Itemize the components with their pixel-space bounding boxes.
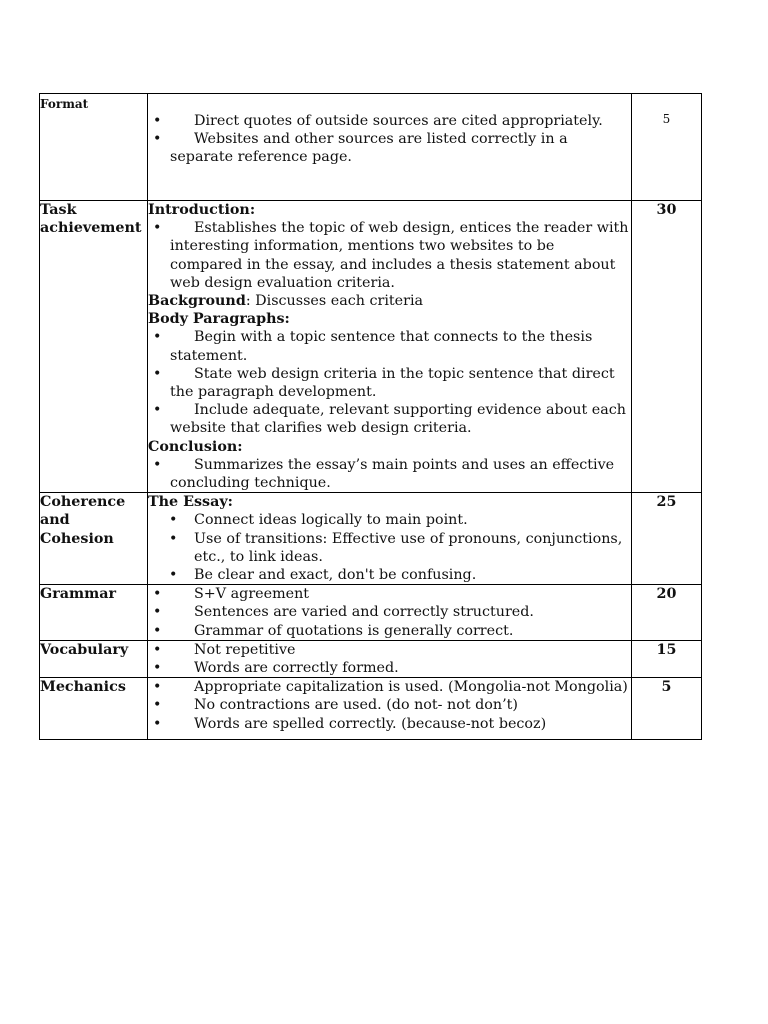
rubric-row-task-achievement bbox=[40, 201, 702, 493]
bullet-icon: • bbox=[153, 622, 162, 639]
score-cell: 25 bbox=[632, 493, 702, 585]
list-item: • Words are spelled correctly. (because-not becoz) bbox=[153, 715, 547, 732]
bullet-icon: • bbox=[153, 641, 162, 658]
description-cell bbox=[148, 678, 632, 740]
bullet-icon: • bbox=[153, 679, 162, 696]
list-item: • Establishes the topic of web design, entices the reader with interesting information, mentions two websites to be compared in the essay, and includes a thesis statement about web design evaluation criteria. bbox=[153, 220, 629, 291]
rubric-table bbox=[39, 93, 702, 740]
description-cell bbox=[148, 94, 632, 201]
list-item: • Use of transitions: Effective use of pronouns, conjunctions, etc., to link ideas. bbox=[169, 530, 623, 565]
bullet-icon: • bbox=[169, 567, 178, 584]
list-item: • Begin with a topic sentence that connects to the thesis statement. bbox=[153, 329, 593, 364]
list-item: • Appropriate capitalization is used. (Mongolia-not Mongolia) bbox=[153, 679, 628, 696]
bullet-icon: • bbox=[153, 456, 162, 473]
bullet-icon: • bbox=[153, 365, 162, 382]
list-item: • Grammar of quotations is generally correct. bbox=[153, 622, 514, 639]
rubric-row-mechanics bbox=[40, 678, 702, 740]
score-cell: 5 bbox=[632, 678, 702, 740]
list-item: • Sentences are varied and correctly structured. bbox=[153, 604, 534, 621]
bullet-icon: • bbox=[153, 697, 162, 714]
section-heading: Background bbox=[148, 293, 246, 310]
bullet-icon: • bbox=[153, 131, 162, 148]
bullet-icon: • bbox=[153, 660, 162, 677]
section-line bbox=[148, 292, 631, 310]
list-item: • Connect ideas logically to main point. bbox=[169, 512, 468, 529]
criterion-cell: Vocabulary bbox=[40, 640, 148, 677]
list-item: • S+V agreement bbox=[153, 586, 310, 603]
list-item: • Not repetitive bbox=[153, 641, 296, 658]
description-cell bbox=[148, 201, 632, 493]
list-item: • Be clear and exact, don't be confusing. bbox=[169, 567, 477, 584]
rubric-row-coherence-cohesion bbox=[40, 493, 702, 585]
list-item: • Include adequate, relevant supporting evidence about each website that clarifies web design criteria. bbox=[153, 402, 626, 437]
bullet-icon: • bbox=[153, 604, 162, 621]
bullet-icon: • bbox=[153, 586, 162, 603]
section-heading: Introduction: bbox=[148, 202, 256, 218]
list-item: • Direct quotes of outside sources are cited appropriately. bbox=[153, 113, 603, 129]
section-heading: Body Paragraphs: bbox=[148, 311, 290, 328]
bullet-icon: • bbox=[153, 220, 162, 237]
list-item: • State web design criteria in the topic sentence that direct the paragraph development. bbox=[153, 365, 615, 401]
list-item: • Words are correctly formed. bbox=[153, 660, 399, 677]
criterion-cell: Format bbox=[40, 94, 148, 201]
score-cell: 20 bbox=[632, 585, 702, 641]
bullet-icon: • bbox=[153, 113, 162, 129]
rubric-row-vocabulary bbox=[40, 640, 702, 677]
list-item: • Summarizes the essay’s main points and uses an effective concluding technique. bbox=[153, 456, 615, 492]
rubric-row-format bbox=[40, 94, 702, 201]
list-item: • No contractions are used. (do not- not don’t) bbox=[153, 697, 518, 714]
description-cell bbox=[148, 585, 632, 641]
description-cell bbox=[148, 493, 632, 585]
criterion-cell: Mechanics bbox=[40, 678, 148, 740]
criterion-cell: Task achievement bbox=[40, 201, 148, 493]
score-cell: 5 bbox=[632, 94, 702, 201]
criterion-cell: Grammar bbox=[40, 585, 148, 641]
bullet-icon: • bbox=[153, 402, 162, 419]
section-text: : Discusses each criteria bbox=[245, 293, 424, 310]
section-heading: The Essay: bbox=[148, 494, 233, 511]
description-cell bbox=[148, 640, 632, 677]
bullet-icon: • bbox=[169, 530, 178, 547]
score-cell: 15 bbox=[632, 640, 702, 677]
bullet-icon: • bbox=[153, 329, 162, 346]
list-item: • Websites and other sources are listed correctly in a separate reference page. bbox=[153, 131, 568, 166]
rubric-row-grammar bbox=[40, 585, 702, 641]
criterion-cell: Coherence and Cohesion bbox=[40, 493, 148, 585]
section-heading: Conclusion: bbox=[148, 438, 243, 455]
score-cell: 30 bbox=[632, 201, 702, 493]
bullet-icon: • bbox=[153, 715, 162, 732]
bullet-icon: • bbox=[169, 512, 178, 529]
